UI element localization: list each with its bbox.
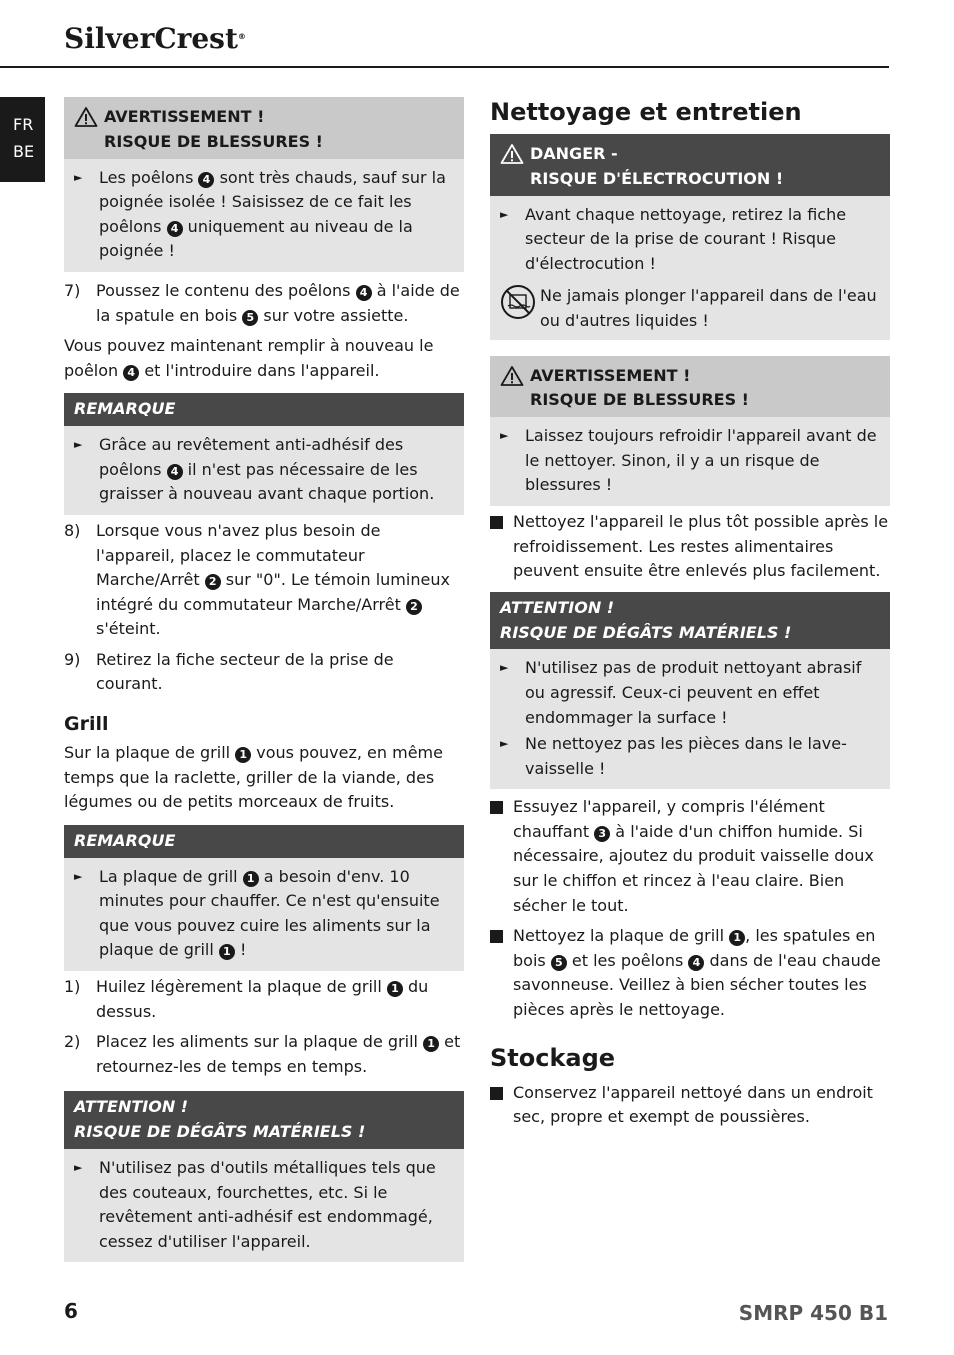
- square-bullet-icon: [490, 801, 503, 814]
- part-badge: 4: [198, 172, 214, 188]
- immersion-text: Ne jamais plonger l'appareil dans de l'eau ou d'autres liquides !: [540, 286, 877, 330]
- bullet-arrow-icon: ►: [74, 1161, 83, 1174]
- part-badge: 5: [242, 310, 258, 326]
- bullet-arrow-icon: ►: [500, 429, 509, 443]
- step-item: 1) Huilez légèrement la plaque de grill 1 du dessus.: [64, 977, 429, 1021]
- step-item: 9) Retirez la fiche secteur de la prise de courant.: [64, 649, 394, 694]
- page-number: 6: [64, 1299, 78, 1323]
- square-bullet-item: Conservez l'appareil nettoyé dans un endroit sec, propre et exempt de poussières.: [490, 1081, 890, 1130]
- danger-title: DANGER -: [530, 144, 618, 163]
- step-item: 7) Poussez le contenu des poêlons 4 à l'aide de la spatule en bois 5 sur votre assiette.: [64, 280, 460, 325]
- part-badge: 4: [356, 285, 372, 301]
- bullet-item: ► Grâce au revêtement anti-adhésif des poêlons 4 il n'est pas nécessaire de les graisser à nouveau avant chaque portion.: [74, 433, 452, 507]
- bullet-arrow-icon: ►: [74, 170, 83, 184]
- attention-title: ATTENTION !: [500, 597, 615, 617]
- part-badge: 1: [423, 1036, 439, 1052]
- model-number: SMRP 450 B1: [738, 1301, 888, 1325]
- attention-header: [64, 1091, 464, 1149]
- part-badge: 4: [688, 955, 704, 971]
- warning-title: AVERTISSEMENT !: [530, 365, 691, 385]
- attention-subtitle: RISQUE DE DÉGÂTS MATÉRIELS !: [500, 622, 792, 642]
- header-rule: [0, 66, 889, 68]
- part-badge: 2: [205, 574, 221, 590]
- warning-header: [490, 356, 890, 418]
- section-heading-storage: Stockage: [490, 1043, 616, 1072]
- section-heading-cleaning: Nettoyage et entretien: [490, 98, 802, 126]
- part-badge: 5: [551, 955, 567, 971]
- warning-box-injury: [490, 356, 890, 506]
- step-item: 8) Lorsque vous n'avez plus besoin de l'appareil, placez le commutateur Marche/Arrêt 2 sur "0". Le témoin lumineux intégré du commutateur Marche/Arrêt 2 s'éteint.: [64, 520, 450, 639]
- warning-triangle-icon: [74, 105, 104, 155]
- section-heading-grill: Grill: [64, 713, 109, 736]
- language-tab: [0, 97, 45, 182]
- paragraph: Vous pouvez maintenant remplir à nouveau le poêlon 4 et l'introduire dans l'appareil.: [64, 336, 434, 380]
- bullet-arrow-icon: ►: [74, 869, 83, 883]
- danger-subtitle: RISQUE D'ÉLECTROCUTION !: [530, 168, 784, 188]
- warning-header: [64, 97, 464, 159]
- part-badge: 4: [167, 221, 183, 237]
- square-bullet-item: Nettoyez la plaque de grill 1 , les spatules en bois 5 et les poêlons 4 dans de l'eau chaude savonneuse. Veillez à bien sécher toutes les pièces après le nettoyage.: [490, 924, 890, 1022]
- square-bullet-item: Essuyez l'appareil, y compris l'élément chauffant 3 à l'aide d'un chiffon humide. Si nécessaire, ajoutez du produit vaisselle doux sur le chiffon et rincez à l'eau claire. Bien sécher le tout.: [490, 795, 890, 918]
- note-title: REMARQUE: [64, 393, 464, 426]
- bullet-item: ► Avant chaque nettoyage, retirez la fiche secteur de la prise de courant ! Risque d'électrocution !: [500, 203, 878, 277]
- brand-logo: SilverCrest®: [64, 22, 246, 55]
- no-immersion-icon: [500, 284, 540, 324]
- warning-triangle-icon: [500, 364, 530, 414]
- bullet-arrow-icon: ►: [500, 661, 509, 675]
- part-badge: 1: [219, 944, 235, 960]
- right-column: [490, 97, 890, 1130]
- bullet-item: ► Ne nettoyez pas les pièces dans le lave-vaisselle !: [500, 732, 878, 781]
- bullet-arrow-icon: ►: [500, 737, 509, 751]
- note-title: REMARQUE: [64, 825, 464, 858]
- warning-triangle-icon: [500, 142, 530, 192]
- bullet-arrow-icon: ►: [500, 207, 509, 221]
- warning-subtitle: RISQUE DE BLESSURES !: [104, 131, 323, 151]
- note-box: [64, 393, 464, 515]
- part-badge: 1: [387, 981, 403, 997]
- part-badge: 1: [729, 930, 745, 946]
- part-badge: 4: [167, 464, 183, 480]
- square-bullet-item: Nettoyez l'appareil le plus tôt possible après le refroidissement. Les restes alimentaires peuvent ensuite être enlevés plus facilement.: [490, 510, 890, 584]
- warning-title: AVERTISSEMENT !: [104, 107, 265, 126]
- square-bullet-icon: [490, 516, 503, 529]
- attention-box: [64, 1091, 464, 1262]
- danger-header: [490, 134, 890, 196]
- warning-subtitle: RISQUE DE BLESSURES !: [530, 390, 749, 410]
- part-badge: 1: [235, 747, 251, 763]
- attention-header: [490, 592, 890, 650]
- paragraph: Sur la plaque de grill 1 vous pouvez, en même temps que la raclette, griller de la viande, des légumes ou de petits morceaux de fruits.: [64, 743, 443, 812]
- bullet-item: ► Laissez toujours refroidir l'appareil avant de le nettoyer. Sinon, il y a un risque de blessures !: [500, 424, 878, 498]
- part-badge: 4: [123, 365, 139, 381]
- bullet-item: ► N'utilisez pas de produit nettoyant abrasif ou agressif. Ceux-ci peuvent en effet endommager la surface !: [500, 656, 878, 730]
- attention-box: [490, 592, 890, 790]
- bullet-item: ► N'utilisez pas d'outils métalliques tels que des couteaux, fourchettes, etc. Si le revêtement anti-adhésif est endommagé, cessez d'utiliser l'appareil.: [74, 1156, 452, 1254]
- danger-box: [490, 134, 890, 340]
- part-badge: 1: [243, 871, 259, 887]
- warning-box-injury: [64, 97, 464, 272]
- part-badge: 3: [594, 826, 610, 842]
- square-bullet-icon: [490, 1087, 503, 1100]
- immersion-warning: [500, 284, 878, 333]
- bullet-arrow-icon: ►: [74, 438, 83, 452]
- part-badge: 2: [406, 599, 422, 615]
- lang-code-fr: FR: [13, 115, 34, 134]
- lang-code-be: BE: [13, 142, 35, 161]
- attention-subtitle: RISQUE DE DÉGÂTS MATÉRIELS !: [74, 1122, 366, 1142]
- square-bullet-icon: [490, 930, 503, 943]
- note-box: [64, 825, 464, 971]
- attention-title: ATTENTION !: [74, 1097, 189, 1117]
- left-column: [64, 97, 464, 1262]
- step-item: 2) Placez les aliments sur la plaque de grill 1 et retournez-les de temps en temps.: [64, 1032, 461, 1076]
- bullet-item: ► Les poêlons 4 sont très chauds, sauf sur la poignée isolée ! Saisissez de ce fait les poêlons 4 uniquement au niveau de la poignée !: [74, 166, 452, 264]
- bullet-item: ► La plaque de grill 1 a besoin d'env. 10 minutes pour chauffer. Ce n'est qu'ensuite que vous pouvez cuire les aliments sur la plaque de grill 1 !: [74, 865, 452, 963]
